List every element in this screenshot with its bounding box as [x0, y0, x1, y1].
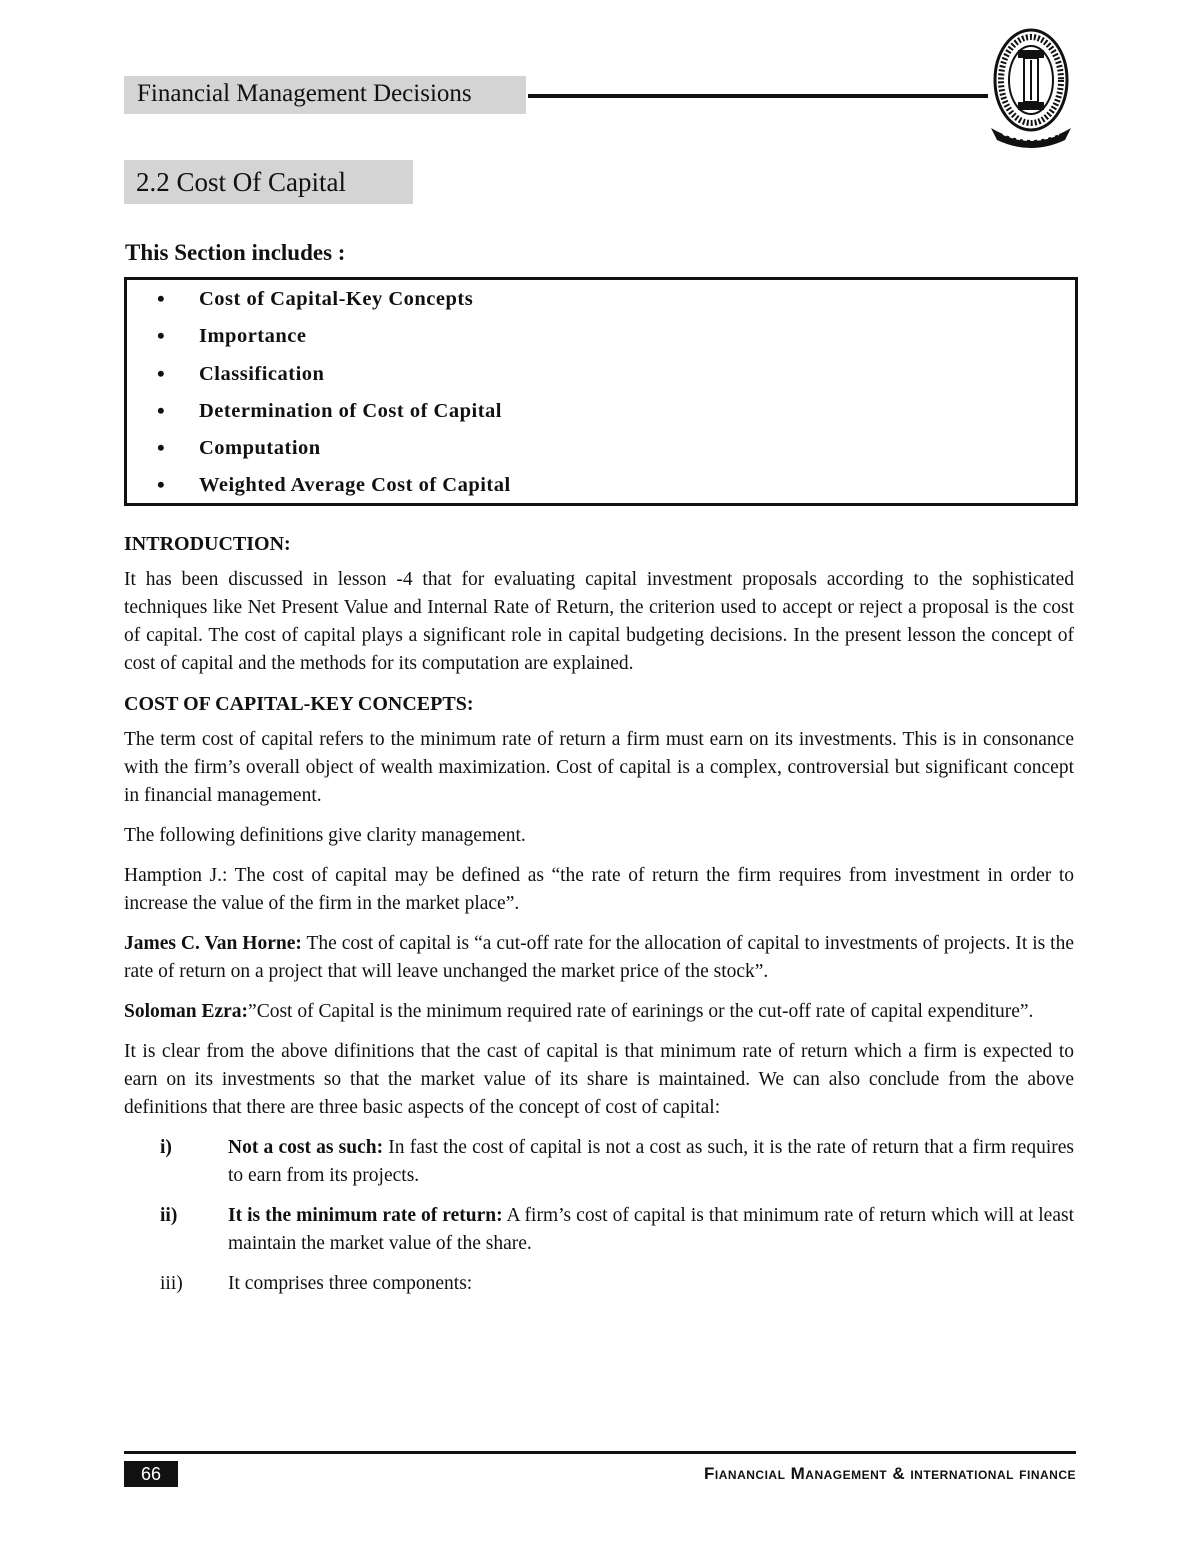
aspect-text: [228, 1134, 1074, 1190]
list-item: • Weighted Average Cost of Capital: [127, 470, 1075, 507]
body-content: [124, 530, 1074, 1310]
aspect-body: In fast the cost of capital is not a cost as such, it is the rate of return that a firm requires to earn from its projects.: [228, 1137, 1074, 1186]
aspect-text: [228, 1202, 1074, 1258]
aspect-label: It is the minimum rate of return:: [228, 1205, 503, 1226]
header-rule: [528, 94, 988, 98]
list-item: • Classification: [127, 359, 1075, 396]
aspect-body: It comprises three components:: [228, 1273, 473, 1294]
running-header-title: Financial Management Decisions: [137, 80, 472, 107]
key-concepts-heading: COST OF CAPITAL-KEY CONCEPTS:: [124, 693, 474, 715]
section-includes-box: [124, 277, 1078, 506]
bullet-icon: •: [157, 397, 166, 423]
key-concepts-paragraph-1: The term cost of capital refers to the minimum rate of return a firm must earn on its investments. This is in consonance with the firm’s overall object of wealth maximization. Cost of capital is a complex, controversial but significant concept in financial management.: [124, 729, 1074, 806]
bullet-icon: •: [157, 323, 166, 349]
aspect-number: i): [160, 1137, 172, 1158]
page-number: 66: [124, 1461, 178, 1487]
introduction-paragraph: It has been discussed in lesson -4 that for evaluating capital investment proposals according to the sophisticated techniques like Net Present Value and Internal Rate of Return, the criterion used to accept or reject a proposal is the cost of capital. The cost of capital plays a significant role in capital budgeting decisions. In the present lesson the concept of cost of capital and the methods for its computation are explained.: [124, 569, 1074, 674]
aspect-item: [124, 1202, 1074, 1258]
footer-rule: [124, 1451, 1076, 1454]
aspect-label: Not a cost as such:: [228, 1137, 384, 1158]
bullet-icon: •: [157, 435, 166, 461]
introduction-heading: INTRODUCTION:: [124, 533, 291, 555]
definition-author-label: James C. Van Horne:: [124, 933, 302, 954]
section-title: 2.2 Cost Of Capital: [136, 167, 346, 197]
definition-author-label: Soloman Ezra:: [124, 1001, 249, 1022]
section-includes-list: [127, 284, 1075, 508]
aspect-item: [124, 1134, 1074, 1190]
footer-book-title: Fianancial Management & international finance: [704, 1464, 1076, 1483]
bullet-icon: •: [157, 472, 166, 498]
aspect-number: iii): [160, 1273, 183, 1294]
aspect-number: ii): [160, 1205, 178, 1226]
definition-text: The cost of capital is “a cut-off rate for the allocation of capital to investments of projects. It is the rate of return on a project that will leave unchanged the market price of the stock”.: [124, 933, 1074, 982]
definition-van-horne: [124, 930, 1074, 986]
list-item: • Cost of Capital-Key Concepts: [127, 284, 1075, 321]
bullet-icon: •: [157, 286, 166, 311]
aspect-item: [124, 1270, 1074, 1298]
section-includes-label: This Section includes :: [125, 240, 346, 265]
list-item: • Computation: [127, 433, 1075, 470]
bullet-icon: •: [157, 360, 166, 386]
university-seal-icon: [985, 24, 1077, 150]
conclusion-paragraph: It is clear from the above difinitions that the cast of capital is that minimum rate of return which a firm is expected to earn on its investments so that the market value of its share is maintained. We can also conclude from the above definitions that there are three basic aspects of the concept of cost of capital:: [124, 1041, 1074, 1118]
definition-hampton: Hamption J.: The cost of capital may be defined as “the rate of return the firm requires from investment in order to increase the value of the firm in the market place”.: [124, 865, 1074, 914]
list-item: • Determination of Cost of Capital: [127, 396, 1075, 433]
aspect-body: A firm’s cost of capital is that minimum rate of return which will at least maintain the market value of the share.: [228, 1205, 1074, 1254]
definition-text: ”Cost of Capital is the minimum required rate of earinings or the cut-off rate of capital expenditure”.: [248, 1001, 1034, 1022]
definition-ezra: [124, 998, 1074, 1026]
key-concepts-paragraph-2: The following definitions give clarity management.: [124, 825, 526, 846]
list-item: • Importance: [127, 321, 1075, 358]
aspect-text: [228, 1270, 1074, 1298]
